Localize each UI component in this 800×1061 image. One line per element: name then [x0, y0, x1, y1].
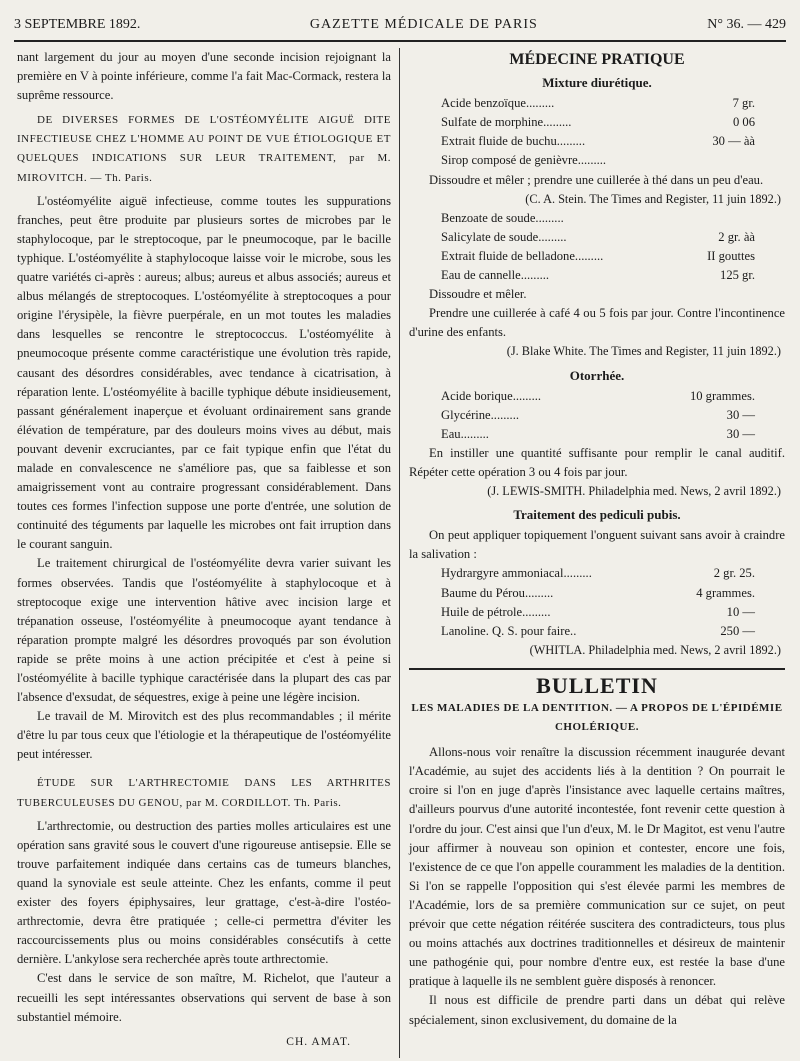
paragraph: Le traitement chirurgical de l'ostéomyélite devra varier suivant les formes observées. Tandis que l'ostéomyélite à staphylocoque et à streptocoque exige une intervention hâtive avec incision large et trépanation osseuse, l'ostéomyélite à pneumocoque ayant tendance à réparation prompte malgré les désordres provoqués par son évolution rapide se prête moins à une action précipitée et c'est à peine si l'ostéomyélite à bacille typhique caractérisée dans la plupart des cas par l'absence d'exsudat, de séquestres, exige à peine une légère incision. — [17, 556, 391, 705]
header-date: 3 SEPTEMBRE 1892. — [14, 17, 141, 32]
paragraph: En instiller une quantité suffisante pour remplir le canal auditif. Répéter cette opération 3 ou 4 fois par jour. — [409, 445, 785, 479]
citation: (WHITLA. Philadelphia med. News, 2 avril 1892.) — [529, 642, 781, 657]
recipe-line: Baume du Pérou......... 4 grammes. — [441, 585, 755, 600]
article-heading: ÉTUDE SUR L'ARTHRECTOMIE DANS LES ARTHRITES TUBERCULEUSES DU GENOU, par M. CORDILLOT. Th. Paris. — [17, 777, 391, 809]
paragraph: Prendre une cuillerée à café 4 ou 5 fois par jour. Contre l'incontinence d'urine des enfants. — [409, 306, 785, 340]
citation: (J. LEWIS-SMITH. Philadelphia med. News, 2 avril 1892.) — [487, 484, 781, 499]
paragraph: C'est dans le service de son maître, M. Richelot, que l'auteur a recueilli les sept intéressantes observations qui servent de base à son substantiel mémoire. — [17, 971, 391, 1024]
recipe-line: Extrait fluide de buchu......... 30 — àà — [441, 134, 755, 149]
recipe-title: Traitement des pediculi pubis. — [513, 507, 681, 523]
paragraph: nant largement du jour au moyen d'une seconde incision rejoignant la première en V à pointe inférieure, comme l'a fait Mac-Cormack, restera la suprême ressource. — [17, 50, 391, 103]
recipe-line: Eau......... 30 — — [441, 426, 755, 441]
recipe-line: Extrait fluide de belladone......... II gouttes — [441, 248, 755, 263]
paragraph: Le travail de M. Mirovitch est des plus recommandables ; il mérite d'être lu par tous ceux que l'étiologie et la thérapeutique de l'ostéomyélite peut intéresser. — [17, 709, 391, 762]
paragraph: Allons-nous voir renaître la discussion récemment inaugurée devant l'Académie, au sujet des accidents liés à la dentition ? On pourrait le croire si l'on en juge d'après l'insistance avec laquelle certains maîtres, d'ailleurs pourvus d'une autorité incontestée, font revenir cette question à l'ordre du jour. C'est ainsi que l'un d'eux, M. le Dr Magitot, est venu l'autre jour affirmer à nouveau son opinion et contester, encore une fois, l'existence de ce que l'on appelle couramment les maladies de la dentition. Si l'on se rappelle l'opposition qui s'est élevée parmi les membres de l'Académie, lors de sa première communication sur ce sujet, on peut prévoir que cette négation réitérée suscitera des contradicteurs, tous plus ou moins attachés aux doctrines traditionnelles et désireux de maintenir une pathogénie qui, pour nombre d'entre eux, est restée la base d'une pratique à laquelle ils ne semblent guère disposés à renoncer. — [409, 745, 785, 989]
section-title: MÉDECINE PRATIQUE — [509, 51, 685, 68]
paragraph: Il nous est difficile de prendre parti dans un débat qui relève spécialement, sinon exclusivement, du domaine de la — [409, 993, 785, 1027]
recipe-title: Otorrhée. — [569, 367, 625, 383]
recipe-line: Hydrargyre ammoniacal......... 2 gr. 25. — [441, 566, 755, 581]
recipe-line: Huile de pétrole......... 10 — — [441, 604, 755, 619]
recipe-title: Mixture diurétique. — [542, 75, 652, 91]
left-column — [17, 48, 391, 1052]
column-divider — [399, 48, 400, 1058]
paragraph: Dissoudre et mêler ; prendre une cuillerée à thé dans un peu d'eau. — [429, 172, 764, 187]
recipe-line: Benzoate de soude......... — [441, 210, 564, 225]
recipe-line: Salicylate de soude......... 2 gr. àà — [441, 229, 755, 244]
header-journal: GAZETTE MÉDICALE DE PARIS — [309, 17, 538, 32]
recipe-line: Lanoline. Q. S. pour faire.. 250 — — [441, 623, 755, 638]
bulletin-title: BULLETIN — [536, 672, 658, 698]
article-heading: DE DIVERSES FORMES DE L'OSTÉOMYÉLITE AIGUË DITE INFECTIEUSE CHEZ L'HOMME AU POINT DE VUE ÉTIOLOGIQUE ET QUELQUES INDICATIONS SUR LEUR TRAITEMENT, par M. MIROVITCH. — Th. Paris. — [17, 114, 391, 184]
paragraph: L'ostéomyélite aiguë infectieuse, comme toutes les suppurations franches, peut être produite par plusieurs sortes de microbes par le staphylocoque, par le streptocoque, par le pneumocoque, par le bacille typhique. L'ostéomyélite à staphylocoque laisse voir le microbe, sous les quatre variétés ci-après : aureus; albus; aureus et albus associés; aureus et albus mélangés de streptocoques. L'ostéomyélite à streptocoques a pour origine l'érysipèle, la fièvre puerpérale, en un mot toutes les maladies dans lesquelles se rencontre le streptococcus. L'ostéomyélite à pneumocoque présente comme caractéristique une évolution très rapide, causant des désordres considérables, avec tendance à cicatrisation, à réparation lente. L'ostéomyélite à bacille typhique débute insidieusement, passant généralement inaperçue et évoluant ordinairement sans grande élévation de température, par des douleurs moins vives au début, mais pouvant devenir excruciantes, par ce fait typique enfin que l'état du malade en convalescence ne s'améliore pas, que sa faiblesse et son amaigrissement vont au contraire progressant considérablement. Dans toutes ces formes l'infection suppose une porte d'entrée, une solution de continuité des téguments par laquelle les microbes ont fait irruption dans le courant sanguin. — [17, 193, 391, 552]
recipe-line: Eau de cannelle......... 125 gr. — [441, 268, 755, 283]
header-issue: N° 36. — 429 — [707, 17, 786, 32]
right-column — [409, 48, 785, 1030]
recipe-line: Sulfate de morphine......... 0 06 — [441, 115, 755, 130]
signature: CH. AMAT. — [286, 1035, 351, 1048]
paragraph: Dissoudre et mêler. — [429, 287, 527, 302]
section-rule — [409, 668, 785, 670]
page-header — [14, 10, 786, 42]
paragraph: On peut appliquer topiquement l'onguent suivant sans avoir à craindre la salivation : — [409, 528, 785, 562]
recipe-line: Acide borique......... 10 grammes. — [441, 388, 755, 403]
paragraph: L'arthrectomie, ou destruction des parties molles articulaires est une opération sans gravité sous le couvert d'une rigoureuse antisepsie. Elle se trouve parfaitement indiquée dans certains cas de tumeurs blanches, quand la synoviale est seule atteinte. Chez les enfants, comme il peut exister des foyers épiphysaires, leur grattage, c'est-à-dire l'ostéo-arthrectomie, devra être pratiquée ; celle-ci permettra d'éviter les raccourcissements plus ou moins considérables consécutifs à cette dernière. L'ankylose sera recherchée après toute arthrectomie. — [17, 818, 391, 967]
recipe-line: Glycérine......... 30 — — [441, 407, 755, 422]
recipe-line: Acide benzoïque......... 7 gr. — [441, 96, 755, 111]
bulletin-heading: LES MALADIES DE LA DENTITION. — A PROPOS DE L'ÉPIDÉMIE CHOLÉRIQUE. — [411, 702, 783, 734]
citation: (J. Blake White. The Times and Register, 11 juin 1892.) — [506, 344, 781, 359]
recipe-line: Sirop composé de genièvre......... — [441, 153, 607, 168]
citation: (C. A. Stein. The Times and Register, 11 juin 1892.) — [525, 191, 781, 206]
